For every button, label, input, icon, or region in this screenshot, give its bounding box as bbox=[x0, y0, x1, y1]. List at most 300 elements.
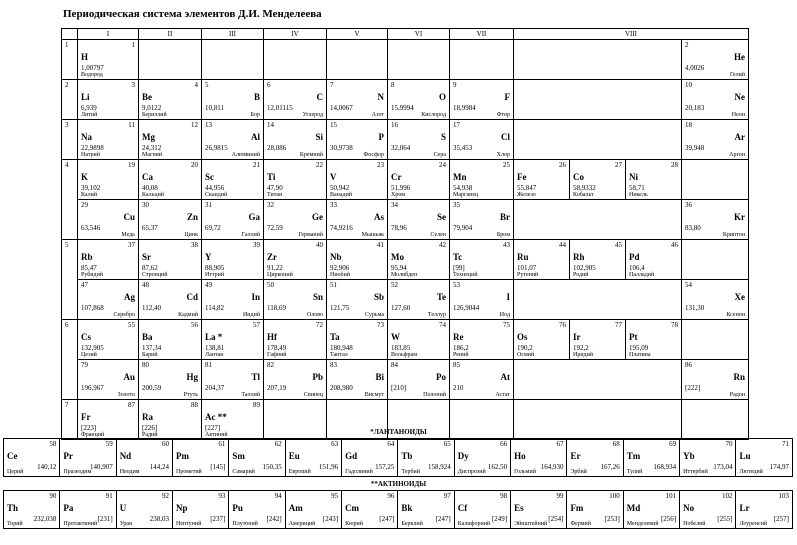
period-number: 4 bbox=[62, 160, 78, 240]
element-symbol: Si bbox=[315, 132, 323, 142]
element-name: Индий bbox=[242, 312, 260, 318]
empty-cell bbox=[514, 40, 682, 80]
lanthanides-label: *ЛАНТАНОИДЫ bbox=[370, 428, 427, 436]
element-symbol: Ge bbox=[312, 212, 323, 222]
element-symbol: Co bbox=[573, 172, 584, 182]
atomic-number: 79 bbox=[81, 361, 88, 369]
element-symbol: U bbox=[119, 503, 127, 513]
atomic-number: 98 bbox=[500, 492, 508, 500]
atomic-number: 27 bbox=[615, 161, 622, 169]
element-symbol: Ce bbox=[7, 451, 18, 461]
element-name: Олово bbox=[306, 312, 323, 318]
lanthanides-row bbox=[3, 438, 793, 477]
empty-cell bbox=[388, 40, 450, 80]
atomic-number: 58 bbox=[49, 440, 57, 448]
element-name: Европий bbox=[288, 469, 311, 475]
element-cell bbox=[342, 439, 398, 477]
atomic-number: 34 bbox=[391, 201, 398, 209]
atomic-mass: 232,038 bbox=[33, 515, 57, 523]
element-name: Торий bbox=[7, 521, 23, 527]
element-cell bbox=[264, 280, 327, 320]
atomic-number: 85 bbox=[453, 361, 460, 369]
element-name: Фермий bbox=[570, 521, 591, 527]
element-name: Лютеций bbox=[739, 469, 763, 475]
atomic-mass: 26,9815 bbox=[205, 144, 228, 152]
element-cell bbox=[78, 360, 139, 400]
element-symbol: Ne bbox=[734, 92, 745, 102]
element-cell bbox=[78, 320, 139, 360]
element-cell bbox=[450, 120, 514, 160]
atomic-mass: 32,064 bbox=[391, 144, 411, 152]
element-symbol: Al bbox=[251, 132, 260, 142]
element-cell bbox=[202, 80, 264, 120]
atomic-number: 53 bbox=[453, 281, 460, 289]
element-symbol: Ir bbox=[573, 332, 581, 342]
atomic-mass: 79,904 bbox=[453, 224, 473, 232]
atomic-mass: 118,69 bbox=[267, 304, 286, 312]
element-name: Магний bbox=[142, 152, 163, 158]
atomic-mass: [226] bbox=[142, 424, 158, 432]
element-symbol: Ra bbox=[142, 412, 153, 422]
atomic-mass: 178,49 bbox=[267, 344, 287, 352]
page-title: Периодическая система элементов Д.И. Менделеева bbox=[63, 8, 322, 20]
element-symbol: Gd bbox=[345, 451, 358, 461]
atomic-mass: 140,907 bbox=[89, 463, 113, 471]
atomic-mass: 158,924 bbox=[428, 463, 451, 471]
atomic-number: 83 bbox=[330, 361, 337, 369]
element-name: Америций bbox=[288, 521, 316, 527]
empty-cell bbox=[139, 40, 202, 80]
atomic-number: 56 bbox=[191, 321, 198, 329]
element-symbol: Se bbox=[437, 212, 446, 222]
element-cell bbox=[450, 200, 514, 240]
element-symbol: Am bbox=[288, 503, 303, 513]
element-cell bbox=[680, 439, 736, 477]
element-symbol: Cd bbox=[186, 292, 198, 302]
atomic-number: 4 bbox=[194, 81, 198, 89]
atomic-mass: 1,00797 bbox=[81, 64, 104, 72]
atomic-mass: 102,905 bbox=[573, 264, 596, 272]
element-cell bbox=[264, 160, 327, 200]
element-name: Железо bbox=[517, 192, 536, 198]
element-name: Нептуний bbox=[176, 521, 202, 527]
atomic-mass: 50,942 bbox=[330, 184, 350, 192]
atomic-mass: 167,26 bbox=[600, 463, 620, 471]
element-cell bbox=[60, 491, 116, 529]
element-cell bbox=[342, 491, 398, 529]
element-cell bbox=[60, 439, 116, 477]
atomic-number: 26 bbox=[559, 161, 566, 169]
atomic-mass: [231] bbox=[97, 515, 113, 523]
element-cell bbox=[327, 360, 388, 400]
atomic-number: 38 bbox=[191, 241, 198, 249]
atomic-number: 45 bbox=[615, 241, 622, 249]
period-number: 5 bbox=[62, 240, 78, 320]
element-symbol: Np bbox=[176, 503, 188, 513]
element-symbol: Sb bbox=[373, 292, 384, 302]
atomic-number: 74 bbox=[439, 321, 446, 329]
atomic-mass: [257] bbox=[773, 515, 789, 523]
element-symbol: Th bbox=[7, 503, 19, 513]
element-symbol: Bk bbox=[401, 503, 413, 513]
atomic-number: 52 bbox=[391, 281, 398, 289]
element-cell bbox=[327, 80, 388, 120]
atomic-mass: 63,546 bbox=[81, 224, 101, 232]
atomic-number: 5 bbox=[205, 81, 209, 89]
atomic-mass: [254] bbox=[548, 515, 564, 523]
element-name: Плутоний bbox=[232, 521, 258, 527]
atomic-number: 33 bbox=[330, 201, 337, 209]
element-cell bbox=[454, 439, 510, 477]
element-cell bbox=[173, 439, 229, 477]
atomic-mass: 74,9216 bbox=[330, 224, 353, 232]
atomic-mass: [255] bbox=[717, 515, 733, 523]
element-cell bbox=[454, 491, 510, 529]
element-cell bbox=[511, 439, 567, 477]
element-name: Ксенон bbox=[726, 312, 745, 318]
element-cell bbox=[116, 439, 172, 477]
atomic-mass: [145] bbox=[210, 463, 226, 471]
atomic-mass: [243] bbox=[322, 515, 339, 523]
element-symbol: Mo bbox=[391, 252, 404, 262]
atomic-number: 100 bbox=[609, 492, 620, 500]
element-cell bbox=[264, 240, 327, 280]
element-symbol: Nd bbox=[119, 451, 132, 461]
atomic-mass: 157,25 bbox=[375, 463, 395, 471]
atomic-mass: 95,94 bbox=[391, 264, 407, 272]
element-name: Водород bbox=[81, 72, 103, 78]
element-name: Сера bbox=[433, 152, 446, 158]
element-symbol: Ho bbox=[514, 451, 526, 461]
atomic-mass: 14,0067 bbox=[330, 104, 353, 112]
atomic-mass: 35,453 bbox=[453, 144, 473, 152]
atomic-number: 6 bbox=[267, 81, 271, 89]
atomic-number: 23 bbox=[377, 161, 384, 169]
atomic-number: 57 bbox=[253, 321, 260, 329]
atomic-mass: 112,40 bbox=[142, 304, 161, 312]
element-symbol: Rn bbox=[733, 372, 745, 382]
element-symbol: At bbox=[500, 372, 510, 382]
atomic-number: 75 bbox=[503, 321, 510, 329]
atomic-mass: [247] bbox=[379, 515, 395, 523]
element-symbol: Y bbox=[205, 252, 212, 262]
atomic-number: 11 bbox=[128, 121, 135, 129]
atomic-mass: 121,75 bbox=[330, 304, 350, 312]
atomic-mass: 65,37 bbox=[142, 224, 158, 232]
atomic-number: 35 bbox=[453, 201, 460, 209]
atomic-number: 16 bbox=[391, 121, 398, 129]
atomic-mass: 22,9898 bbox=[81, 144, 104, 152]
element-symbol: Sc bbox=[205, 172, 214, 182]
atomic-mass: [242] bbox=[266, 515, 282, 523]
element-cell bbox=[736, 439, 793, 477]
atomic-number: 103 bbox=[778, 492, 789, 500]
atomic-mass: 132,905 bbox=[81, 344, 104, 352]
element-symbol: Tb bbox=[401, 451, 413, 461]
atomic-mass: 140,12 bbox=[37, 463, 57, 471]
element-name: Селен bbox=[430, 232, 446, 238]
element-cell bbox=[229, 491, 285, 529]
element-name: Бериллий bbox=[142, 112, 167, 118]
atomic-number: 21 bbox=[253, 161, 260, 169]
atomic-mass: 101,07 bbox=[517, 264, 537, 272]
element-symbol: S bbox=[440, 132, 446, 142]
element-name: Тулий bbox=[626, 469, 643, 475]
empty-cell bbox=[327, 40, 388, 80]
element-cell bbox=[173, 491, 229, 529]
element-name: Уран bbox=[119, 521, 133, 527]
atomic-mass: 114,82 bbox=[205, 304, 224, 312]
atomic-mass: 137,34 bbox=[142, 344, 162, 352]
element-symbol: Ca bbox=[142, 172, 153, 182]
element-symbol: Dy bbox=[457, 451, 469, 461]
atomic-number: 96 bbox=[387, 492, 395, 500]
period-number: 7 bbox=[62, 400, 78, 440]
element-cell bbox=[202, 160, 264, 200]
element-cell bbox=[4, 491, 60, 529]
atomic-mass: 44,956 bbox=[205, 184, 225, 192]
element-symbol: Lr bbox=[739, 503, 750, 513]
atomic-number: 71 bbox=[782, 440, 789, 448]
element-cell bbox=[202, 120, 264, 160]
element-symbol: Li bbox=[81, 92, 90, 102]
atomic-number: 82 bbox=[267, 361, 274, 369]
atomic-mass: 144,24 bbox=[149, 463, 170, 471]
element-name: Гелий bbox=[729, 72, 745, 78]
atomic-number: 32 bbox=[267, 201, 274, 209]
element-cell bbox=[78, 280, 139, 320]
element-symbol: Zr bbox=[267, 252, 277, 262]
element-cell bbox=[327, 320, 388, 360]
element-name: Иод bbox=[499, 312, 510, 318]
atomic-mass: 9,0122 bbox=[142, 104, 162, 112]
atomic-mass: 186,2 bbox=[453, 344, 469, 352]
element-name: Висмут bbox=[364, 392, 384, 398]
element-name: Платина bbox=[629, 352, 651, 358]
atomic-mass: 174,97 bbox=[769, 463, 789, 471]
element-cell bbox=[139, 320, 202, 360]
element-name: Неон bbox=[731, 112, 745, 118]
element-cell bbox=[398, 439, 454, 477]
element-symbol: Mg bbox=[142, 132, 155, 142]
atomic-number: 64 bbox=[387, 440, 395, 448]
element-cell bbox=[139, 80, 202, 120]
element-symbol: Ni bbox=[629, 172, 638, 182]
element-symbol: Ag bbox=[124, 292, 135, 302]
element-cell bbox=[514, 160, 570, 200]
element-symbol: Cu bbox=[123, 212, 135, 222]
atomic-mass: 40,08 bbox=[142, 184, 158, 192]
element-symbol: Er bbox=[570, 451, 581, 461]
atomic-number: 40 bbox=[316, 241, 323, 249]
element-name: Менделевий bbox=[626, 521, 659, 527]
atomic-number: 51 bbox=[330, 281, 337, 289]
atomic-mass: 183,85 bbox=[391, 344, 411, 352]
atomic-number: 3 bbox=[131, 81, 135, 89]
element-cell bbox=[327, 120, 388, 160]
element-name: Иттербий bbox=[683, 469, 708, 475]
element-cell bbox=[398, 491, 454, 529]
element-symbol: Fe bbox=[517, 172, 527, 182]
element-symbol: Os bbox=[517, 332, 528, 342]
element-name: Тантал bbox=[330, 352, 348, 358]
element-symbol: O bbox=[438, 92, 446, 102]
element-name: Актиний bbox=[205, 432, 228, 438]
element-cell bbox=[570, 160, 626, 200]
element-name: Кобальт bbox=[573, 192, 594, 198]
atomic-number: 18 bbox=[685, 121, 692, 129]
atomic-mass: 196,967 bbox=[81, 384, 104, 392]
element-cell bbox=[264, 320, 327, 360]
element-name: Медь bbox=[121, 232, 135, 238]
element-name: Нобелий bbox=[683, 521, 706, 527]
atomic-number: 84 bbox=[391, 361, 398, 369]
atomic-number: 88 bbox=[191, 401, 198, 409]
element-symbol: In bbox=[251, 292, 260, 302]
atomic-number: 43 bbox=[503, 241, 510, 249]
element-cell bbox=[626, 160, 682, 200]
element-cell bbox=[388, 280, 450, 320]
atomic-number: 49 bbox=[205, 281, 212, 289]
element-name: Цезий bbox=[81, 352, 97, 358]
element-symbol: Rb bbox=[81, 252, 93, 262]
atomic-mass: [210] bbox=[391, 384, 407, 392]
atomic-mass: 138,81 bbox=[205, 344, 225, 352]
atomic-mass: 87,62 bbox=[142, 264, 158, 272]
empty-cell bbox=[682, 320, 749, 360]
periodic-table bbox=[61, 28, 749, 440]
element-cell bbox=[450, 80, 514, 120]
element-name: Мышьяк bbox=[361, 232, 384, 238]
element-cell bbox=[78, 240, 139, 280]
element-cell bbox=[682, 40, 749, 80]
element-name: Церий bbox=[7, 469, 24, 475]
atomic-mass: 30,9738 bbox=[330, 144, 353, 152]
element-cell bbox=[388, 240, 450, 280]
element-name: Ртуть bbox=[183, 392, 198, 398]
atomic-mass: [247] bbox=[435, 515, 451, 523]
element-name: Калий bbox=[81, 192, 98, 198]
element-symbol: Sn bbox=[312, 292, 323, 302]
atomic-mass: 126,9044 bbox=[453, 304, 480, 312]
atomic-mass: 106,4 bbox=[629, 264, 645, 272]
group-header: I bbox=[78, 29, 139, 40]
element-name: Цинк bbox=[184, 232, 198, 238]
element-symbol: Hg bbox=[186, 372, 198, 382]
element-symbol: Na bbox=[81, 132, 92, 142]
corner-cell bbox=[62, 29, 78, 40]
element-name: Полоний bbox=[423, 392, 446, 398]
atomic-mass: 107,868 bbox=[81, 304, 104, 312]
element-cell bbox=[139, 120, 202, 160]
element-symbol: As bbox=[373, 212, 384, 222]
element-cell bbox=[623, 491, 679, 529]
element-name: Скандий bbox=[205, 192, 228, 198]
element-cell bbox=[139, 160, 202, 200]
element-name: Палладий bbox=[629, 272, 655, 278]
atomic-number: 15 bbox=[330, 121, 337, 129]
element-name: Углерод bbox=[302, 112, 323, 118]
element-symbol: La * bbox=[205, 332, 223, 342]
atomic-number: 66 bbox=[500, 440, 508, 448]
element-name: Аргон bbox=[729, 152, 745, 158]
element-symbol: Te bbox=[436, 292, 446, 302]
element-cell bbox=[139, 360, 202, 400]
atomic-mass: 131,30 bbox=[685, 304, 705, 312]
element-symbol: Cr bbox=[391, 172, 402, 182]
element-name: Молибден bbox=[391, 272, 418, 278]
atomic-number: 20 bbox=[191, 161, 198, 169]
element-name: Празеодим bbox=[63, 469, 92, 475]
element-name: Тербий bbox=[401, 469, 420, 475]
element-cell bbox=[682, 120, 749, 160]
element-name: Хлор bbox=[496, 152, 510, 158]
element-symbol: Sm bbox=[232, 451, 245, 461]
element-name: Осмий bbox=[517, 352, 535, 358]
element-cell bbox=[388, 360, 450, 400]
element-cell bbox=[450, 160, 514, 200]
element-cell bbox=[202, 200, 264, 240]
period-number: 3 bbox=[62, 120, 78, 160]
element-cell bbox=[736, 491, 793, 529]
element-name: Лоуренсий bbox=[739, 521, 768, 527]
atomic-number: 17 bbox=[453, 121, 460, 129]
atomic-mass: 150,35 bbox=[262, 463, 282, 471]
empty-cell bbox=[514, 200, 682, 240]
element-name: Кальций bbox=[142, 192, 165, 198]
element-symbol: Ba bbox=[142, 332, 153, 342]
atomic-number: 41 bbox=[377, 241, 384, 249]
empty-cell bbox=[682, 240, 749, 280]
element-name: Прометий bbox=[176, 469, 202, 475]
element-cell bbox=[626, 320, 682, 360]
atomic-number: 46 bbox=[671, 241, 678, 249]
atomic-number: 39 bbox=[253, 241, 260, 249]
atomic-number: 60 bbox=[162, 440, 170, 448]
element-name: Калифорний bbox=[457, 521, 491, 527]
atomic-number: 86 bbox=[685, 361, 692, 369]
element-cell bbox=[327, 240, 388, 280]
atomic-number: 69 bbox=[669, 440, 677, 448]
group-header: III bbox=[202, 29, 264, 40]
element-name: Гадолиний bbox=[345, 469, 373, 475]
atomic-mass: [237] bbox=[210, 515, 226, 523]
element-name: Фосфор bbox=[363, 152, 384, 158]
group-header: VIII bbox=[514, 29, 749, 40]
atomic-number: 47 bbox=[81, 281, 88, 289]
atomic-mass: [256] bbox=[660, 515, 677, 523]
element-name: Протактиний bbox=[63, 521, 98, 527]
atomic-number: 73 bbox=[377, 321, 384, 329]
element-name: Ванадий bbox=[330, 192, 353, 198]
element-symbol: V bbox=[330, 172, 337, 182]
atomic-mass: 58,9332 bbox=[573, 184, 596, 192]
element-cell bbox=[388, 200, 450, 240]
atomic-mass: 204,37 bbox=[205, 384, 225, 392]
atomic-mass: 39,948 bbox=[685, 144, 705, 152]
element-symbol: Ta bbox=[330, 332, 340, 342]
atomic-mass: 151,96 bbox=[318, 463, 339, 471]
atomic-mass: 200,59 bbox=[142, 384, 162, 392]
atomic-mass: [253] bbox=[604, 515, 620, 523]
period-number: 6 bbox=[62, 320, 78, 400]
element-name: Гафний bbox=[267, 352, 287, 358]
element-symbol: Ga bbox=[248, 212, 260, 222]
atomic-mass: 28,086 bbox=[267, 144, 287, 152]
atomic-number: 77 bbox=[615, 321, 622, 329]
atomic-mass: 54,938 bbox=[453, 184, 473, 192]
element-name: Бром bbox=[496, 232, 510, 238]
